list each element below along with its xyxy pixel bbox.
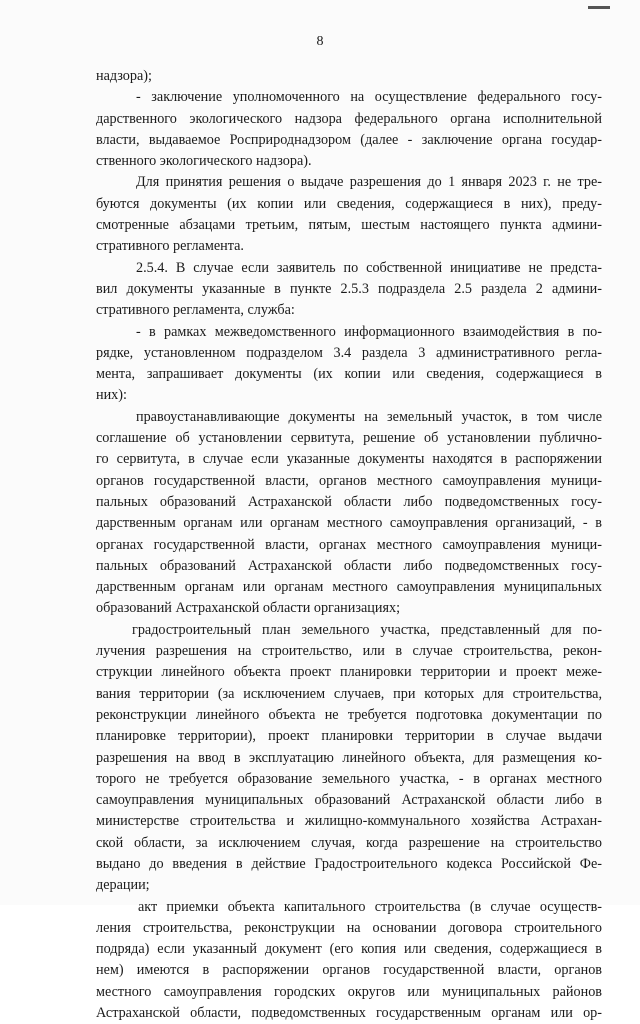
text-line: - в рамках межведомственного информационного взаимодействия в по- [136,323,602,340]
text-line: власти, выдаваемое Росприроднадзором (далее - заключение органа государ- [96,131,602,148]
text-line: министерстве строительства и жилищно-коммунального хозяйства Астрахан- [96,813,602,830]
text-line: правоустанавливающие документы на земельный участок, в том числе [136,408,602,425]
text-line: планировке территории), проект планировки территории в случае выдачи [96,728,602,745]
text-line: стративного регламента. [96,238,244,255]
document-body [96,66,602,1024]
text-line: них): [96,387,127,404]
text-line: вания территории (за исключением случаев, при которых для строительства, [96,685,602,702]
text-line: го сервитута, в случае если указанные документы находятся в распоряжении [96,451,602,468]
text-line: ственного экологического надзора). [96,153,312,170]
text-line: торого не требуется образование земельного участка, - в органах местного [96,770,602,787]
text-line: разрешения на ввод в эксплуатацию линейного объекта, для размещения ко- [96,749,602,766]
text-line: ления строительства, реконструкции на основании договора строительного [96,919,602,936]
text-line: - заключение уполномоченного на осуществление федерального госу- [136,89,602,106]
text-line: самоуправления муниципальных образований Астраханской области либо в [96,792,602,809]
text-line: мента, запрашивает документы (их копии или сведения, содержащиеся в [96,366,602,383]
text-line: органов государственной власти, органов местного самоуправления муници- [96,472,602,489]
text-line: пальных образований Астраханской области либо подведомственных госу- [96,557,602,574]
text-line: реконструкции линейного объекта не требуется подготовка документации по [96,706,602,723]
text-line: выдано до введения в действие Градостроительного кодекса Российской Фе- [96,855,602,872]
text-line: нем) имеются в распоряжении органов государственной власти, органов [96,962,602,979]
text-line: смотренные абзацами третьим, пятым, шестым настоящего пункта админи- [96,217,602,234]
text-line: ской области, за исключением случая, когда разрешение на строительство [96,834,602,851]
text-line: Астраханской области, подведомственных государственным органам или ор- [96,1005,602,1022]
text-line: акт приемки объекта капитального строительства (в случае осуществ- [138,898,602,915]
text-line: дарственного экологического надзора федерального органа исполнительной [96,110,602,127]
text-line: органах государственной власти, органах местного самоуправления муници- [96,536,602,553]
text-line: рядке, установленном подразделом 3.4 раздела 3 административного регла- [96,344,602,361]
text-line: дарственным органам или органам местного самоуправления муниципальных [96,579,602,596]
text-line: соглашение об установлении сервитута, решение об установлении публично- [96,430,602,447]
page-number: 8 [316,34,324,49]
text-line: дарственным органам или органам местного самоуправления организаций, - в [96,515,602,532]
text-line: 2.5.4. В случае если заявитель по собственной инициативе не предста- [136,259,602,276]
text-line: стративного регламента, служба: [96,302,295,319]
text-line: пальных образований Астраханской области либо подведомственных госу- [96,493,602,510]
text-line: буются документы (их копии или сведения, содержащиеся в них), преду- [96,195,602,212]
scan-mark [588,6,610,9]
text-line: Для принятия решения о выдаче разрешения до 1 января 2023 г. не тре- [136,174,602,191]
text-line: подряда) если указанный документ (его копия или сведения, содержащиеся в [96,941,602,958]
text-line: струкции линейного объекта проект планировки территории и проект меже- [96,664,602,681]
text-line: вил документы указанные в пункте 2.5.3 подраздела 2.5 раздела 2 админи- [96,280,602,297]
text-line: градостроительный план земельного участка, представленный для по- [132,621,602,638]
text-line: лучения разрешения на строительство, или в случае строительства, рекон- [96,643,602,660]
text-line: дерации; [96,877,150,894]
text-line: местного самоуправления городских округов или муниципальных районов [96,983,602,1000]
text-line: надзора); [96,68,152,84]
text-line: образований Астраханской области организациях; [96,600,401,617]
